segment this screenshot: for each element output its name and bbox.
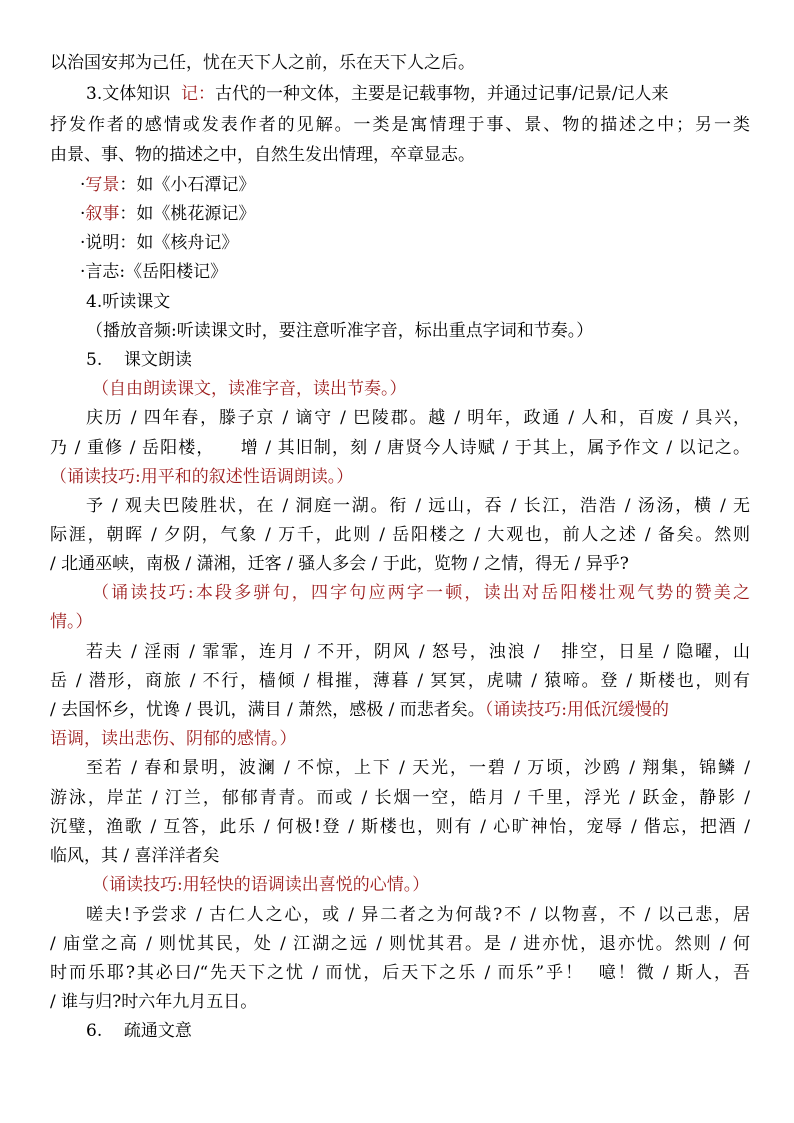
list-item-label: 写景 xyxy=(85,175,120,195)
text-line: 若夫 / 淫雨 / 霏霏，连月 / 不开，阴风 / 怒号，浊浪 / 排空，日星 / 隐曜，山 xyxy=(86,642,750,662)
reading-tip: （自由朗读课文，读准字音，读出节奏。） xyxy=(92,379,407,399)
reading-tip: （诵读技巧:用轻快的语调读出喜悦的心情。） xyxy=(92,875,430,895)
reading-tip: （诵读技巧:用低沉缓慢的 xyxy=(484,700,669,720)
list-item-text: :《岳阳楼记》 xyxy=(119,262,228,282)
section-heading: 6. 疏通文意 xyxy=(86,1021,192,1041)
term-highlight: 记： xyxy=(181,84,216,104)
list-item xyxy=(80,171,780,200)
reading-tip: （诵读技巧:本段多骈句，四字句应两字一顿，读出对岳阳楼壮观气势的赞美之 xyxy=(92,583,750,603)
reading-tip: 情。） xyxy=(50,612,93,632)
text-line: 游泳，岸芷 / 汀兰，郁郁青青。而或 / 长烟一空，皓月 / 千里，浮光 / 跃金，静影 / xyxy=(50,788,750,808)
text-line xyxy=(50,696,750,725)
text-line: / 庙堂之高 / 则忧其民，处 / 江湖之远 / 则忧其君。是 / 进亦忧，退亦忧。然则 / 何 xyxy=(50,934,750,954)
heading-number: 3.文体知识 xyxy=(86,84,182,104)
text-line: 庆历 / 四年春，滕子京 / 谪守 / 巴陵郡。越 / 明年，政通 / 人和，百废 / 具兴， xyxy=(86,408,750,428)
text-line: 以治国安邦为己任，忧在天下人之前，乐在天下人之后。 xyxy=(50,53,475,73)
reading-tip: （诵读技巧:用平和的叙述性语调朗读。） xyxy=(50,467,354,487)
text-line: （播放音频:听读课文时，要注意听准字音，标出重点字词和节奏。） xyxy=(86,321,594,341)
text-line: 际涯，朝晖 / 夕阴，气象 / 万千，此则 / 岳阳楼之 / 大观也，前人之述 / 备矣。然则 xyxy=(50,525,750,545)
list-item-label: 说明 xyxy=(85,233,120,253)
text-line: / 谁与归?时六年九月五日。 xyxy=(50,992,258,1012)
bullet-icon: · xyxy=(80,262,86,282)
bullet-icon: · xyxy=(80,233,86,253)
text-line: 嗟夫!予尝求 / 古仁人之心，或 / 异二者之为何哉?不 / 以物喜，不 / 以己悲，居 xyxy=(86,905,750,925)
list-item xyxy=(80,200,780,229)
list-item-text: ：如《核舟记》 xyxy=(119,233,239,253)
bullet-icon: · xyxy=(80,204,86,224)
text-line: 岳 / 潜形，商旅 / 不行，樯倾 / 楫摧，薄暮 / 冥冥，虎啸 / 猿啼。登 / 斯楼也，则有 xyxy=(50,671,750,691)
reading-tip: 语调，读出悲伤、阴郁的感情。） xyxy=(50,729,297,749)
list-item-label: 叙事 xyxy=(85,204,120,224)
list-item xyxy=(80,258,780,287)
text-line: 沉璧，渔歌 / 互答，此乐 / 何极!登 / 斯楼也，则有 / 心旷神怡，宠辱 / 偕忘，把酒 / xyxy=(50,817,750,837)
section-heading-genre xyxy=(86,80,750,109)
list-item-label: 言志 xyxy=(85,262,120,282)
list-item xyxy=(80,229,780,258)
text-span: 古代的一种文体，主要是记载事物，并通过记事/记景/记人来 xyxy=(215,84,669,104)
list-item-text: ：如《小石潭记》 xyxy=(119,175,256,195)
text-line: 至若 / 春和景明，波澜 / 不惊，上下 / 天光，一碧 / 万顷，沙鸥 / 翔集，锦鳞 / xyxy=(86,758,750,778)
text-line: 由景、事、物的描述之中，自然生发出情理，卒章显志。 xyxy=(50,145,475,165)
text-line: 抒发作者的感情或发表作者的见解。一类是寓情理于事、景、物的描述之中；另一类 xyxy=(50,115,750,135)
text-line: 乃 / 重修 / 岳阳楼， 增 / 其旧制，刻 / 唐贤今人诗赋 / 于其上，属予作文 / 以记之。 xyxy=(50,438,750,458)
list-item-text: ：如《桃花源记》 xyxy=(119,204,256,224)
text-line: 时而乐耶?其必曰/“先天下之忧 / 而忧，后天下之乐 / 而乐”乎！ 噫！微 / 斯人，吾 xyxy=(50,963,750,983)
section-heading: 5. 课文朗读 xyxy=(86,350,192,370)
bullet-icon: · xyxy=(80,175,86,195)
text-line: 临风，其 / 喜洋洋者矣 xyxy=(50,846,220,866)
text-line: / 北通巫峡，南极 / 潇湘，迁客 / 骚人多会 / 于此，览物 / 之情，得无 / 异乎? xyxy=(50,554,629,574)
section-heading: 4.听读课文 xyxy=(86,292,171,312)
text-line: 予 / 观夫巴陵胜状，在 / 洞庭一湖。衔 / 远山，吞 / 长江，浩浩 / 汤汤，横 / 无 xyxy=(86,496,750,516)
text-span: / 去国怀乡，忧谗 / 畏讥，满目 / 萧然，感极 / 而悲者矣。 xyxy=(50,700,485,720)
